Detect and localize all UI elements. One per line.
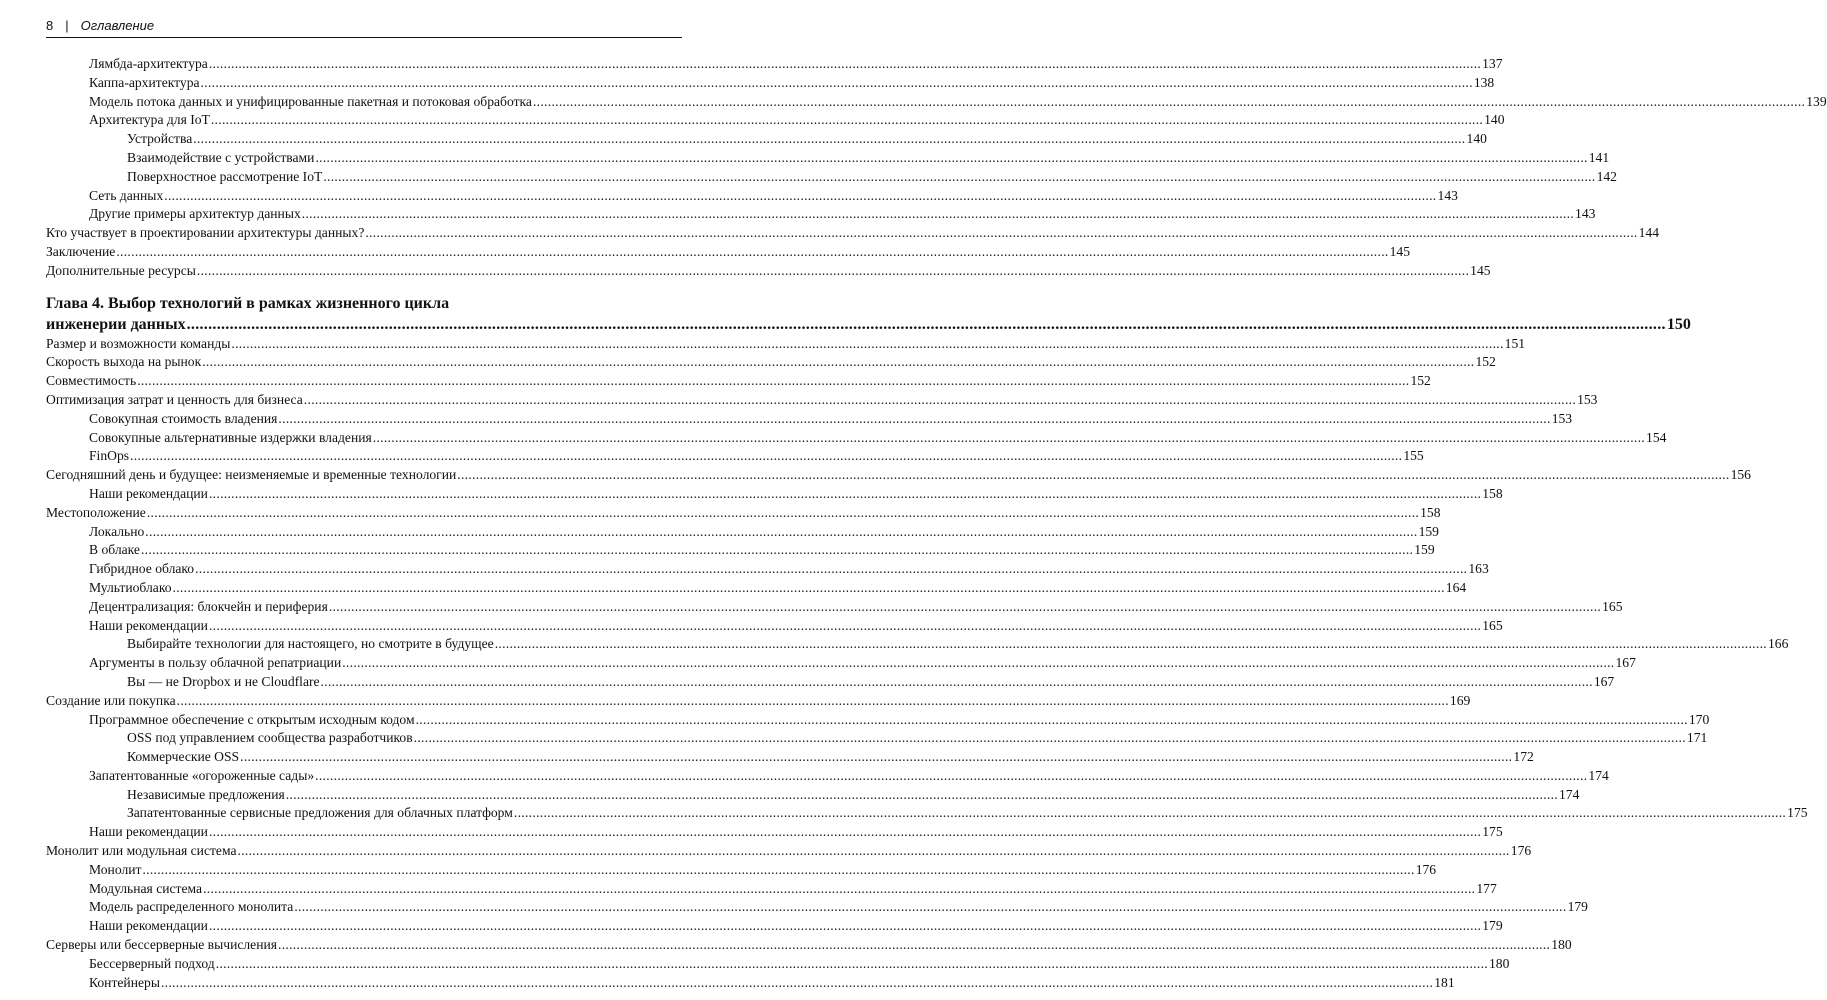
toc-entry-page: 144: [1638, 225, 1660, 241]
toc-entry-title: Независимые предложения: [127, 786, 285, 802]
toc-entry-page: 172: [1513, 749, 1534, 765]
toc-entry-page: 169: [1449, 692, 1471, 708]
toc-entry-page: 179: [1567, 899, 1588, 915]
toc-entry-title: Устройства: [127, 131, 193, 147]
toc-entry-title: Контейнеры: [89, 974, 160, 990]
toc-entry-title: Бессерверный подход: [89, 955, 215, 971]
toc-entry-title: Сеть данных: [89, 187, 164, 203]
toc-entry[interactable]: [46, 372, 1431, 391]
toc-entry-page: 139: [1806, 93, 1827, 109]
dot-leader: [414, 729, 1686, 748]
toc-entry[interactable]: [46, 861, 1437, 880]
toc-entry-title: В облаке: [89, 542, 140, 558]
toc-entry-title: Программное обеспечение с открытым исходным кодом: [89, 711, 415, 727]
toc-entry[interactable]: [46, 541, 1435, 560]
dot-leader: [286, 786, 1558, 805]
toc-entry-page: 174: [1559, 786, 1580, 802]
toc-entry[interactable]: [46, 635, 1789, 654]
toc-entry[interactable]: [46, 786, 1580, 805]
toc-entry-title: Наши рекомендации: [89, 485, 208, 501]
toc-entry-title: Аргументы в пользу облачной репатриации: [89, 655, 342, 671]
chapter-heading[interactable]: [46, 293, 1691, 335]
toc-entry-title: Модель потока данных и унифицированные пакетная и потоковая обработка: [89, 93, 532, 109]
toc-entry[interactable]: [46, 617, 1503, 636]
toc-entry-title: Запатентованные сервисные предложения для облачных платформ: [127, 805, 513, 821]
dot-leader: [315, 149, 1587, 168]
table-of-contents: [46, 55, 1827, 992]
page-number: 8: [46, 18, 54, 33]
toc-entry[interactable]: [46, 149, 1610, 168]
toc-group-previous-chapter: [46, 55, 1827, 281]
dot-leader: [209, 55, 1481, 74]
dot-leader: [201, 74, 1473, 93]
running-header: [46, 18, 682, 33]
dot-leader: [373, 429, 1645, 448]
toc-entry-title: Серверы или бессерверные вычисления: [46, 937, 277, 953]
dot-leader: [365, 224, 1637, 243]
dot-leader: [457, 466, 1729, 485]
dot-leader: [321, 673, 1593, 692]
toc-entry-title: Мультиоблако: [89, 579, 172, 595]
toc-entry-title: Поверхностное рассмотрение IoT: [127, 168, 323, 184]
toc-entry-title: Наши рекомендации: [89, 617, 208, 633]
toc-entry[interactable]: [46, 391, 1598, 410]
dot-leader: [164, 187, 1436, 206]
dot-leader: [197, 262, 1469, 281]
toc-entry[interactable]: [46, 466, 1751, 485]
toc-entry-page: 152: [1410, 373, 1431, 389]
toc-entry-page: 164: [1445, 579, 1467, 595]
toc-entry-page: 158: [1482, 485, 1503, 501]
toc-entry[interactable]: [46, 560, 1489, 579]
toc-entry[interactable]: [46, 168, 1617, 187]
toc-entry[interactable]: [46, 243, 1410, 262]
dot-leader: [416, 711, 1688, 730]
toc-entry-title: Оптимизация затрат и ценность для бизнеса: [46, 391, 303, 407]
dot-leader: [315, 767, 1587, 786]
toc-entry-page: 140: [1484, 112, 1505, 128]
dot-leader: [142, 861, 1414, 880]
dot-leader: [147, 504, 1419, 523]
toc-entry-title: FinOps: [89, 448, 130, 464]
toc-entry-page: 137: [1482, 56, 1503, 71]
toc-entry-page: 175: [1787, 805, 1808, 821]
toc-entry-title: Сегодняшний день и будущее: неизменяемые и временные технологии: [46, 467, 457, 483]
chapter-title-line2: инженерии данных: [46, 315, 186, 333]
toc-entry[interactable]: [46, 55, 1503, 74]
toc-entry-title: Наши рекомендации: [89, 918, 208, 934]
toc-entry[interactable]: [46, 504, 1441, 523]
toc-entry-page: 170: [1688, 711, 1710, 727]
toc-entry-page: 163: [1468, 561, 1489, 577]
dot-leader: [145, 523, 1417, 542]
toc-entry[interactable]: [46, 974, 1455, 993]
dot-leader: [514, 804, 1786, 823]
dot-leader: [240, 748, 1512, 767]
toc-entry-title: Выбирайте технологии для настоящего, но смотрите в будущее: [127, 636, 494, 652]
dot-leader: [238, 842, 1510, 861]
toc-entry[interactable]: [46, 447, 1424, 466]
toc-entry[interactable]: [46, 823, 1503, 842]
toc-entry-page: 159: [1418, 523, 1439, 539]
toc-entry-page: 166: [1767, 636, 1789, 652]
toc-entry-page: 174: [1588, 767, 1609, 783]
toc-entry[interactable]: [46, 523, 1439, 542]
toc-entry-title: Размер и возможности команды: [46, 335, 231, 351]
dot-leader: [209, 485, 1481, 504]
dot-leader: [193, 130, 1465, 149]
toc-entry-title: Совместимость: [46, 373, 137, 389]
toc-entry[interactable]: [46, 410, 1573, 429]
toc-entry[interactable]: [46, 955, 1510, 974]
toc-entry-page: 167: [1615, 655, 1636, 671]
toc-entry[interactable]: [46, 130, 1487, 149]
toc-entry-page: 159: [1414, 542, 1435, 558]
toc-entry[interactable]: [46, 205, 1596, 224]
toc-entry-page: 143: [1575, 206, 1596, 222]
toc-entry[interactable]: [46, 898, 1588, 917]
dot-leader: [141, 541, 1413, 560]
toc-entry[interactable]: [46, 673, 1615, 692]
dot-leader: [209, 823, 1481, 842]
toc-entry-title: Наши рекомендации: [89, 824, 208, 840]
dot-leader: [278, 410, 1550, 429]
dot-leader: [323, 168, 1595, 187]
toc-entry[interactable]: [46, 767, 1609, 786]
toc-entry-page: 158: [1420, 504, 1441, 520]
dot-leader: [533, 93, 1805, 112]
dot-leader: [195, 560, 1467, 579]
toc-entry[interactable]: [46, 804, 1808, 823]
toc-entry[interactable]: [46, 335, 1526, 354]
toc-entry-title: Лямбда-архитектура: [89, 56, 208, 71]
toc-entry-page: 167: [1593, 673, 1615, 689]
toc-entry[interactable]: [46, 880, 1497, 899]
toc-entry-page: 152: [1475, 354, 1496, 370]
header-separator: |: [65, 18, 69, 33]
toc-entry-page: 180: [1551, 937, 1572, 953]
toc-entry-page: 151: [1504, 335, 1526, 351]
toc-entry[interactable]: [46, 748, 1534, 767]
toc-entry[interactable]: [46, 692, 1471, 711]
dot-leader: [302, 205, 1574, 224]
toc-entry-page: 175: [1482, 824, 1503, 840]
toc-entry-page: 145: [1389, 243, 1410, 259]
toc-entry-title: Совокупные альтернативные издержки владения: [89, 429, 372, 445]
toc-entry-title: Запатентованные «огороженные сады»: [89, 767, 315, 783]
chapter-title-row: [46, 314, 1691, 335]
toc-entry[interactable]: [46, 111, 1505, 130]
toc-entry-page: 176: [1415, 861, 1437, 877]
toc-entry-page: 153: [1577, 391, 1598, 407]
toc-entry-title: Архитектура для IoT: [89, 112, 210, 128]
toc-entry-page: 140: [1466, 131, 1487, 147]
dot-leader: [187, 314, 1666, 335]
toc-entry[interactable]: [46, 729, 1708, 748]
dot-leader: [161, 974, 1433, 993]
toc-entry-page: 145: [1470, 262, 1491, 278]
toc-entry[interactable]: [46, 353, 1496, 372]
toc-entry-title: Децентрализация: блокчейн и периферия: [89, 598, 328, 614]
toc-entry-page: 155: [1403, 448, 1424, 464]
toc-entry[interactable]: [46, 187, 1458, 206]
toc-entry-page: 141: [1588, 149, 1610, 165]
toc-entry-title: Монолит или модульная система: [46, 843, 237, 859]
dot-leader: [294, 898, 1566, 917]
toc-entry-page: 180: [1488, 955, 1510, 971]
section-title: Оглавление: [80, 18, 155, 33]
toc-entry-page: 153: [1551, 410, 1573, 426]
toc-entry-title: Модульная система: [89, 880, 203, 896]
toc-entry-title: Коммерческие OSS: [127, 749, 240, 765]
dot-leader: [177, 692, 1449, 711]
toc-entry-title: Гибридное облако: [89, 561, 195, 577]
toc-group-chapter-4: [46, 335, 1808, 993]
chapter-page-number: 150: [1666, 315, 1691, 333]
dot-leader: [216, 955, 1488, 974]
toc-entry[interactable]: [46, 429, 1667, 448]
toc-entry-page: 181: [1434, 974, 1455, 990]
toc-entry-page: 171: [1686, 730, 1708, 746]
toc-entry-title: Вы — не Dropbox и не Cloudflare: [127, 673, 320, 689]
toc-entry-page: 177: [1476, 880, 1497, 896]
chapter-title-line1: Глава 4. Выбор технологий в рамках жизненного цикла: [46, 294, 450, 312]
toc-entry-title: Скорость выхода на рынок: [46, 354, 202, 370]
dot-leader: [137, 372, 1409, 391]
dot-leader: [304, 391, 1576, 410]
toc-entry-title: Местоположение: [46, 504, 146, 520]
toc-entry-title: Взаимодействие с устройствами: [127, 149, 315, 165]
toc-entry-title: Создание или покупка: [46, 692, 176, 708]
dot-leader: [209, 917, 1481, 936]
toc-entry-page: 156: [1730, 467, 1751, 483]
dot-leader: [495, 635, 1767, 654]
toc-entry[interactable]: [46, 936, 1572, 955]
toc-entry-title: Локально: [89, 523, 145, 539]
toc-entry-page: 143: [1437, 187, 1458, 203]
toc-entry-title: Каппа-архитектура: [89, 74, 200, 90]
toc-entry-page: 138: [1473, 74, 1495, 90]
toc-entry[interactable]: [46, 262, 1491, 281]
toc-entry-page: 176: [1510, 843, 1532, 859]
toc-entry-title: Модель распределенного монолита: [89, 899, 294, 915]
header-rule: [46, 37, 682, 38]
toc-entry-title: Другие примеры архитектур данных: [89, 206, 301, 222]
toc-entry-page: 165: [1602, 598, 1623, 614]
toc-entry[interactable]: [46, 74, 1495, 93]
dot-leader: [130, 447, 1402, 466]
dot-leader: [202, 353, 1474, 372]
dot-leader: [278, 936, 1550, 955]
dot-leader: [231, 335, 1503, 354]
dot-leader: [209, 617, 1481, 636]
toc-entry[interactable]: [46, 224, 1660, 243]
dot-leader: [203, 880, 1475, 899]
toc-entry[interactable]: [46, 598, 1623, 617]
toc-entry-title: OSS под управлением сообщества разработчиков: [127, 730, 413, 746]
dot-leader: [342, 654, 1614, 673]
toc-entry[interactable]: [46, 917, 1503, 936]
toc-entry[interactable]: [46, 711, 1710, 730]
toc-entry-title: Совокупная стоимость владения: [89, 410, 278, 426]
dot-leader: [116, 243, 1388, 262]
toc-entry[interactable]: [46, 579, 1467, 598]
toc-entry-title: Кто участвует в проектировании архитектуры данных?: [46, 225, 365, 241]
toc-entry-page: 165: [1482, 617, 1503, 633]
dot-leader: [329, 598, 1601, 617]
toc-entry[interactable]: [46, 93, 1827, 112]
dot-leader: [173, 579, 1445, 598]
toc-entry-title: Монолит: [89, 861, 142, 877]
toc-entry-title: Дополнительные ресурсы: [46, 262, 196, 278]
dot-leader: [211, 111, 1483, 130]
toc-entry[interactable]: [46, 654, 1636, 673]
toc-entry-page: 179: [1482, 918, 1503, 934]
toc-entry[interactable]: [46, 485, 1503, 504]
toc-entry-page: 154: [1646, 429, 1667, 445]
toc-entry-page: 142: [1596, 168, 1617, 184]
toc-entry-title: Заключение: [46, 243, 116, 259]
toc-entry[interactable]: [46, 842, 1532, 861]
